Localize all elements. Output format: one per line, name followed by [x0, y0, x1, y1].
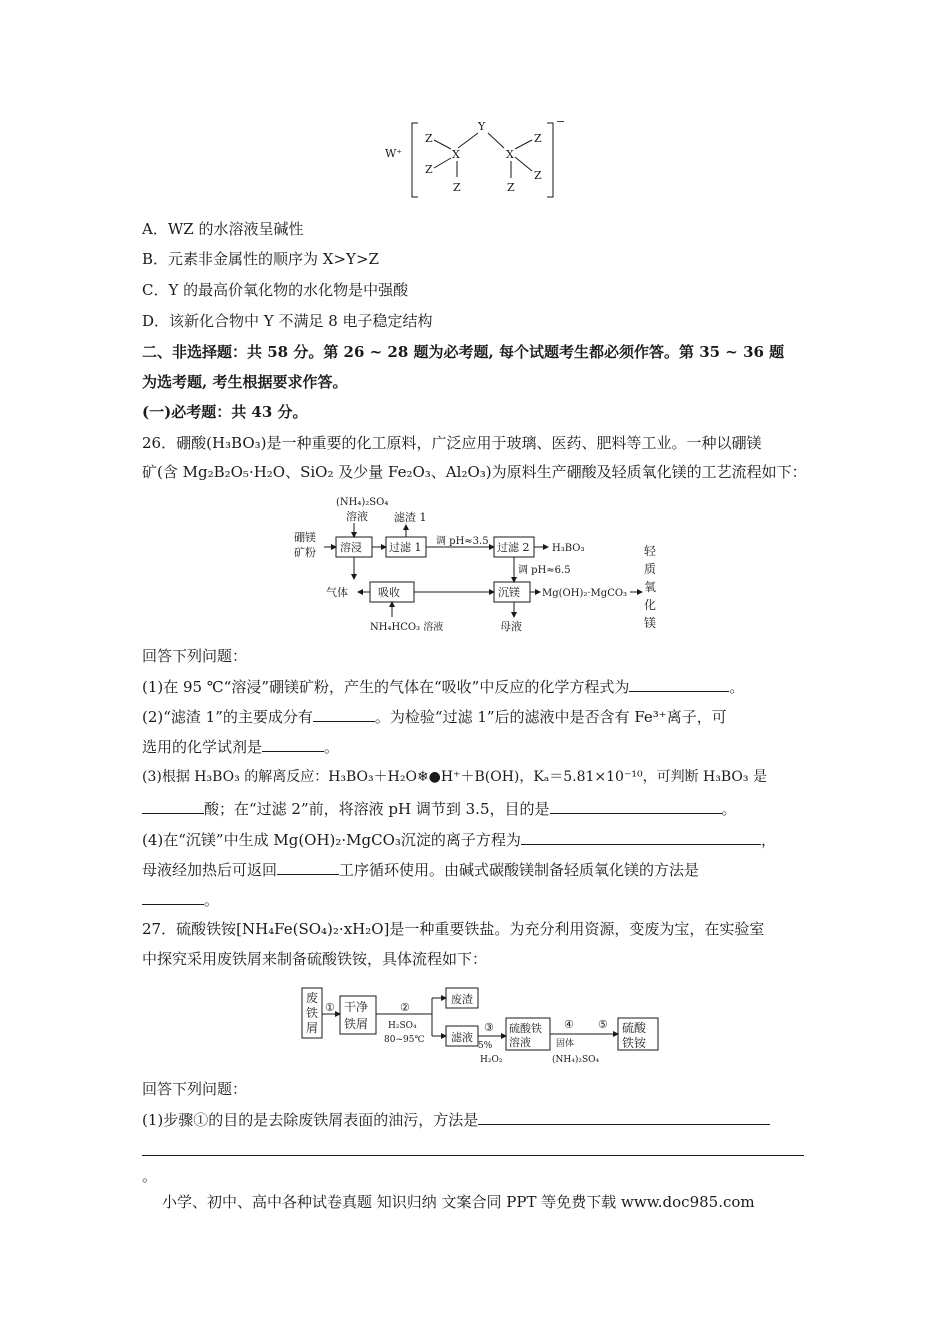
h2o2-label: H₂O₂: [480, 1055, 503, 1065]
q27-intro-cont: 中探究采用废铁屑来制备硫酸铁铵，具体流程如下：: [142, 950, 488, 968]
q27-part1: [142, 1109, 770, 1130]
section-heading-cont: 为选考题, 考生根据要求作答。: [142, 373, 348, 391]
period: 。: [204, 891, 220, 909]
q26-part4-line3: [142, 889, 219, 910]
product-char: 镁: [644, 616, 657, 630]
q26-part3-text: 酸；在“过滤 2”前，将溶液 pH 调节到 3.5，目的是: [204, 800, 550, 818]
answer-blank[interactable]: [521, 829, 761, 845]
q26-part4-text: (4)在“沉镁”中生成 Mg(OH)₂·MgCO₃沉淀的离子方程为: [142, 831, 521, 849]
period: 。: [729, 678, 745, 696]
filter1-box: 过滤 1: [389, 541, 422, 554]
anion-structure-diagram: [380, 115, 580, 205]
pct-label: 5%: [478, 1041, 493, 1051]
q27-intro: 27．硫酸铁铵[NH₄Fe(SO₄)₂·xH₂O]是一种重要铁盐。为充分利用资源，变废为宝，在实验室: [142, 920, 765, 938]
atom-z: Z: [453, 181, 461, 194]
q26-intro-cont: 矿(含 Mg₂B₂O₅·H₂O、SiO₂ 及少量 Fe₂O₃、Al₂O₃)为原料生产硼酸及轻质氧化镁的工艺流程如下：: [142, 463, 807, 481]
footer-text: 小学、初中、高中各种试卷真题 知识归纳 文案合同 PPT 等免费下载 www.doc985.com: [162, 1193, 755, 1211]
absorb-box: 吸收: [378, 586, 400, 599]
q26-answer-prompt: 回答下列问题：: [142, 647, 248, 665]
temp-label: 80~95℃: [384, 1035, 425, 1045]
q27-flowchart: [300, 984, 680, 1072]
product-char: 轻: [644, 544, 657, 558]
subsection-heading: (一)必考题：共 43 分。: [142, 403, 308, 421]
q26-flowchart: [290, 493, 670, 638]
section-heading: 二、非选择题：共 58 分。第 26 ~ 28 题为必考题, 每个试题考生都必须作答。第 35 ~ 36 题: [142, 343, 785, 361]
mgco3-label: Mg(OH)₂·MgCO₃: [542, 588, 628, 599]
scrap-char: 铁: [306, 1006, 319, 1020]
step1-label: ①: [325, 1001, 335, 1014]
q26-part3-line2: [142, 798, 737, 819]
atom-z: Z: [425, 132, 433, 145]
solution-label: 溶液: [346, 510, 368, 523]
answer-blank[interactable]: [629, 676, 729, 692]
product-char: 氧: [644, 580, 657, 594]
filtrate-box: 滤液: [451, 1031, 473, 1044]
q26-part1: [142, 676, 744, 697]
waste-box: 废渣: [451, 993, 473, 1006]
atom-z: Z: [507, 181, 515, 194]
product-box-2: 铁铵: [622, 1036, 647, 1050]
atom-z: Z: [534, 169, 542, 182]
h3bo3-label: H₃BO₃: [552, 543, 585, 554]
step3-label: ③: [484, 1021, 494, 1034]
q26-part2-text-end: 选用的化学试剂是: [142, 738, 263, 756]
ph65-label: 调 pH≈6.5: [518, 565, 571, 576]
ore-label: 硼镁: [294, 531, 316, 544]
q26-part2-text-cont: 。为检验“过滤 1”后的滤液中是否含有 Fe³⁺离子，可: [374, 708, 727, 726]
q26-part4-line2: [142, 859, 699, 880]
nh4so4-label: (NH₄)₂SO₄: [336, 497, 389, 508]
period: 。: [142, 1167, 158, 1185]
option-d: D．该新化合物中 Y 不满足 8 电子稳定结构: [142, 312, 433, 330]
scrap-char: 废: [306, 991, 319, 1005]
atom-x-left: X: [452, 148, 460, 161]
q26-part4-text-end: 工序循环使用。由碱式碳酸镁制备轻质氧化镁的方法是: [339, 861, 700, 879]
charge-label: −: [556, 115, 566, 128]
atom-y: Y: [478, 120, 486, 133]
option-a: A．WZ 的水溶液呈碱性: [142, 220, 304, 238]
gas-label: 气体: [326, 586, 348, 599]
answer-blank[interactable]: [262, 736, 324, 752]
answer-blank[interactable]: [313, 706, 375, 722]
clean-scrap-box: 干净: [344, 1000, 369, 1014]
scrap-char: 屑: [306, 1021, 319, 1035]
fe-solution-box: 硫酸铁: [509, 1022, 542, 1035]
product-char: 质: [644, 562, 657, 576]
nh4hco3-label: NH₄HCO₃ 溶液: [370, 622, 444, 633]
q26-part2: [142, 706, 727, 727]
option-c: C．Y 的最高价氧化物的水化物是中强酸: [142, 281, 409, 299]
step2-label: ②: [400, 1001, 410, 1014]
dissolve-box: 溶浸: [340, 541, 362, 554]
q27-answer-prompt: 回答下列问题：: [142, 1080, 248, 1098]
answer-blank[interactable]: [142, 798, 204, 814]
answer-blank[interactable]: [277, 859, 339, 875]
ph35-label: 调 pH≈3.5: [436, 536, 489, 547]
q26-part1-text: (1)在 95 ℃“溶浸”硼镁矿粉，产生的气体在“吸收”中反应的化学方程式为: [142, 678, 630, 696]
answer-blank[interactable]: [478, 1109, 770, 1125]
atom-z: Z: [534, 132, 542, 145]
cation-label: W⁺: [385, 147, 403, 160]
q26-part2-line2: [142, 736, 339, 757]
q26-part2-text: (2)“滤渣 1”的主要成分有: [142, 708, 313, 726]
period: 。: [324, 738, 340, 756]
nh4so4-label: (NH₄)₂SO₄: [552, 1055, 600, 1065]
ore-label-2: 矿粉: [294, 546, 316, 559]
q26-part3: (3)根据 H₃BO₃ 的解离反应：H₃BO₃＋H₂O❄●H⁺＋B(OH)，Kₐ＝5.81×10⁻¹⁰，可判断 H₃BO₃ 是: [142, 769, 767, 785]
q26-intro: 26．硼酸(H₃BO₃)是一种重要的化工原料，广泛应用于玻璃、医药、肥料等工业。一种以硼镁: [142, 434, 762, 452]
answer-blank[interactable]: [142, 889, 204, 905]
step5-label: ⑤: [598, 1018, 608, 1031]
clean-scrap-box-2: 铁屑: [344, 1017, 369, 1031]
precip-box: 沉镁: [498, 586, 520, 599]
step4-label: ④: [564, 1018, 574, 1031]
fe-solution-box-2: 溶液: [509, 1036, 531, 1049]
filter2-box: 过滤 2: [497, 541, 530, 554]
atom-x-right: X: [506, 148, 514, 161]
answer-blank[interactable]: [142, 1140, 804, 1156]
period: 。: [721, 800, 737, 818]
h2so4-label: H₂SO₄: [388, 1021, 417, 1031]
solid-label: 固体: [556, 1039, 575, 1049]
answer-blank[interactable]: [550, 798, 722, 814]
q26-part4: (4)在“沉镁”中生成 Mg(OH)₂·MgCO₃沉淀的离子方程为 ，: [142, 831, 776, 849]
q26-part4-text-cont: 母液经加热后可返回: [142, 861, 278, 879]
product-box: 硫酸: [622, 1021, 647, 1035]
mother-liquor-label: 母液: [500, 620, 522, 633]
option-b: B．元素非金属性的顺序为 X>Y>Z: [142, 250, 379, 268]
product-char: 化: [644, 598, 657, 612]
atom-z: Z: [425, 163, 433, 176]
residue1-label: 滤渣 1: [394, 511, 427, 524]
q27-part1-text: (1)步骤①的目的是去除废铁屑表面的油污，方法是: [142, 1111, 479, 1129]
